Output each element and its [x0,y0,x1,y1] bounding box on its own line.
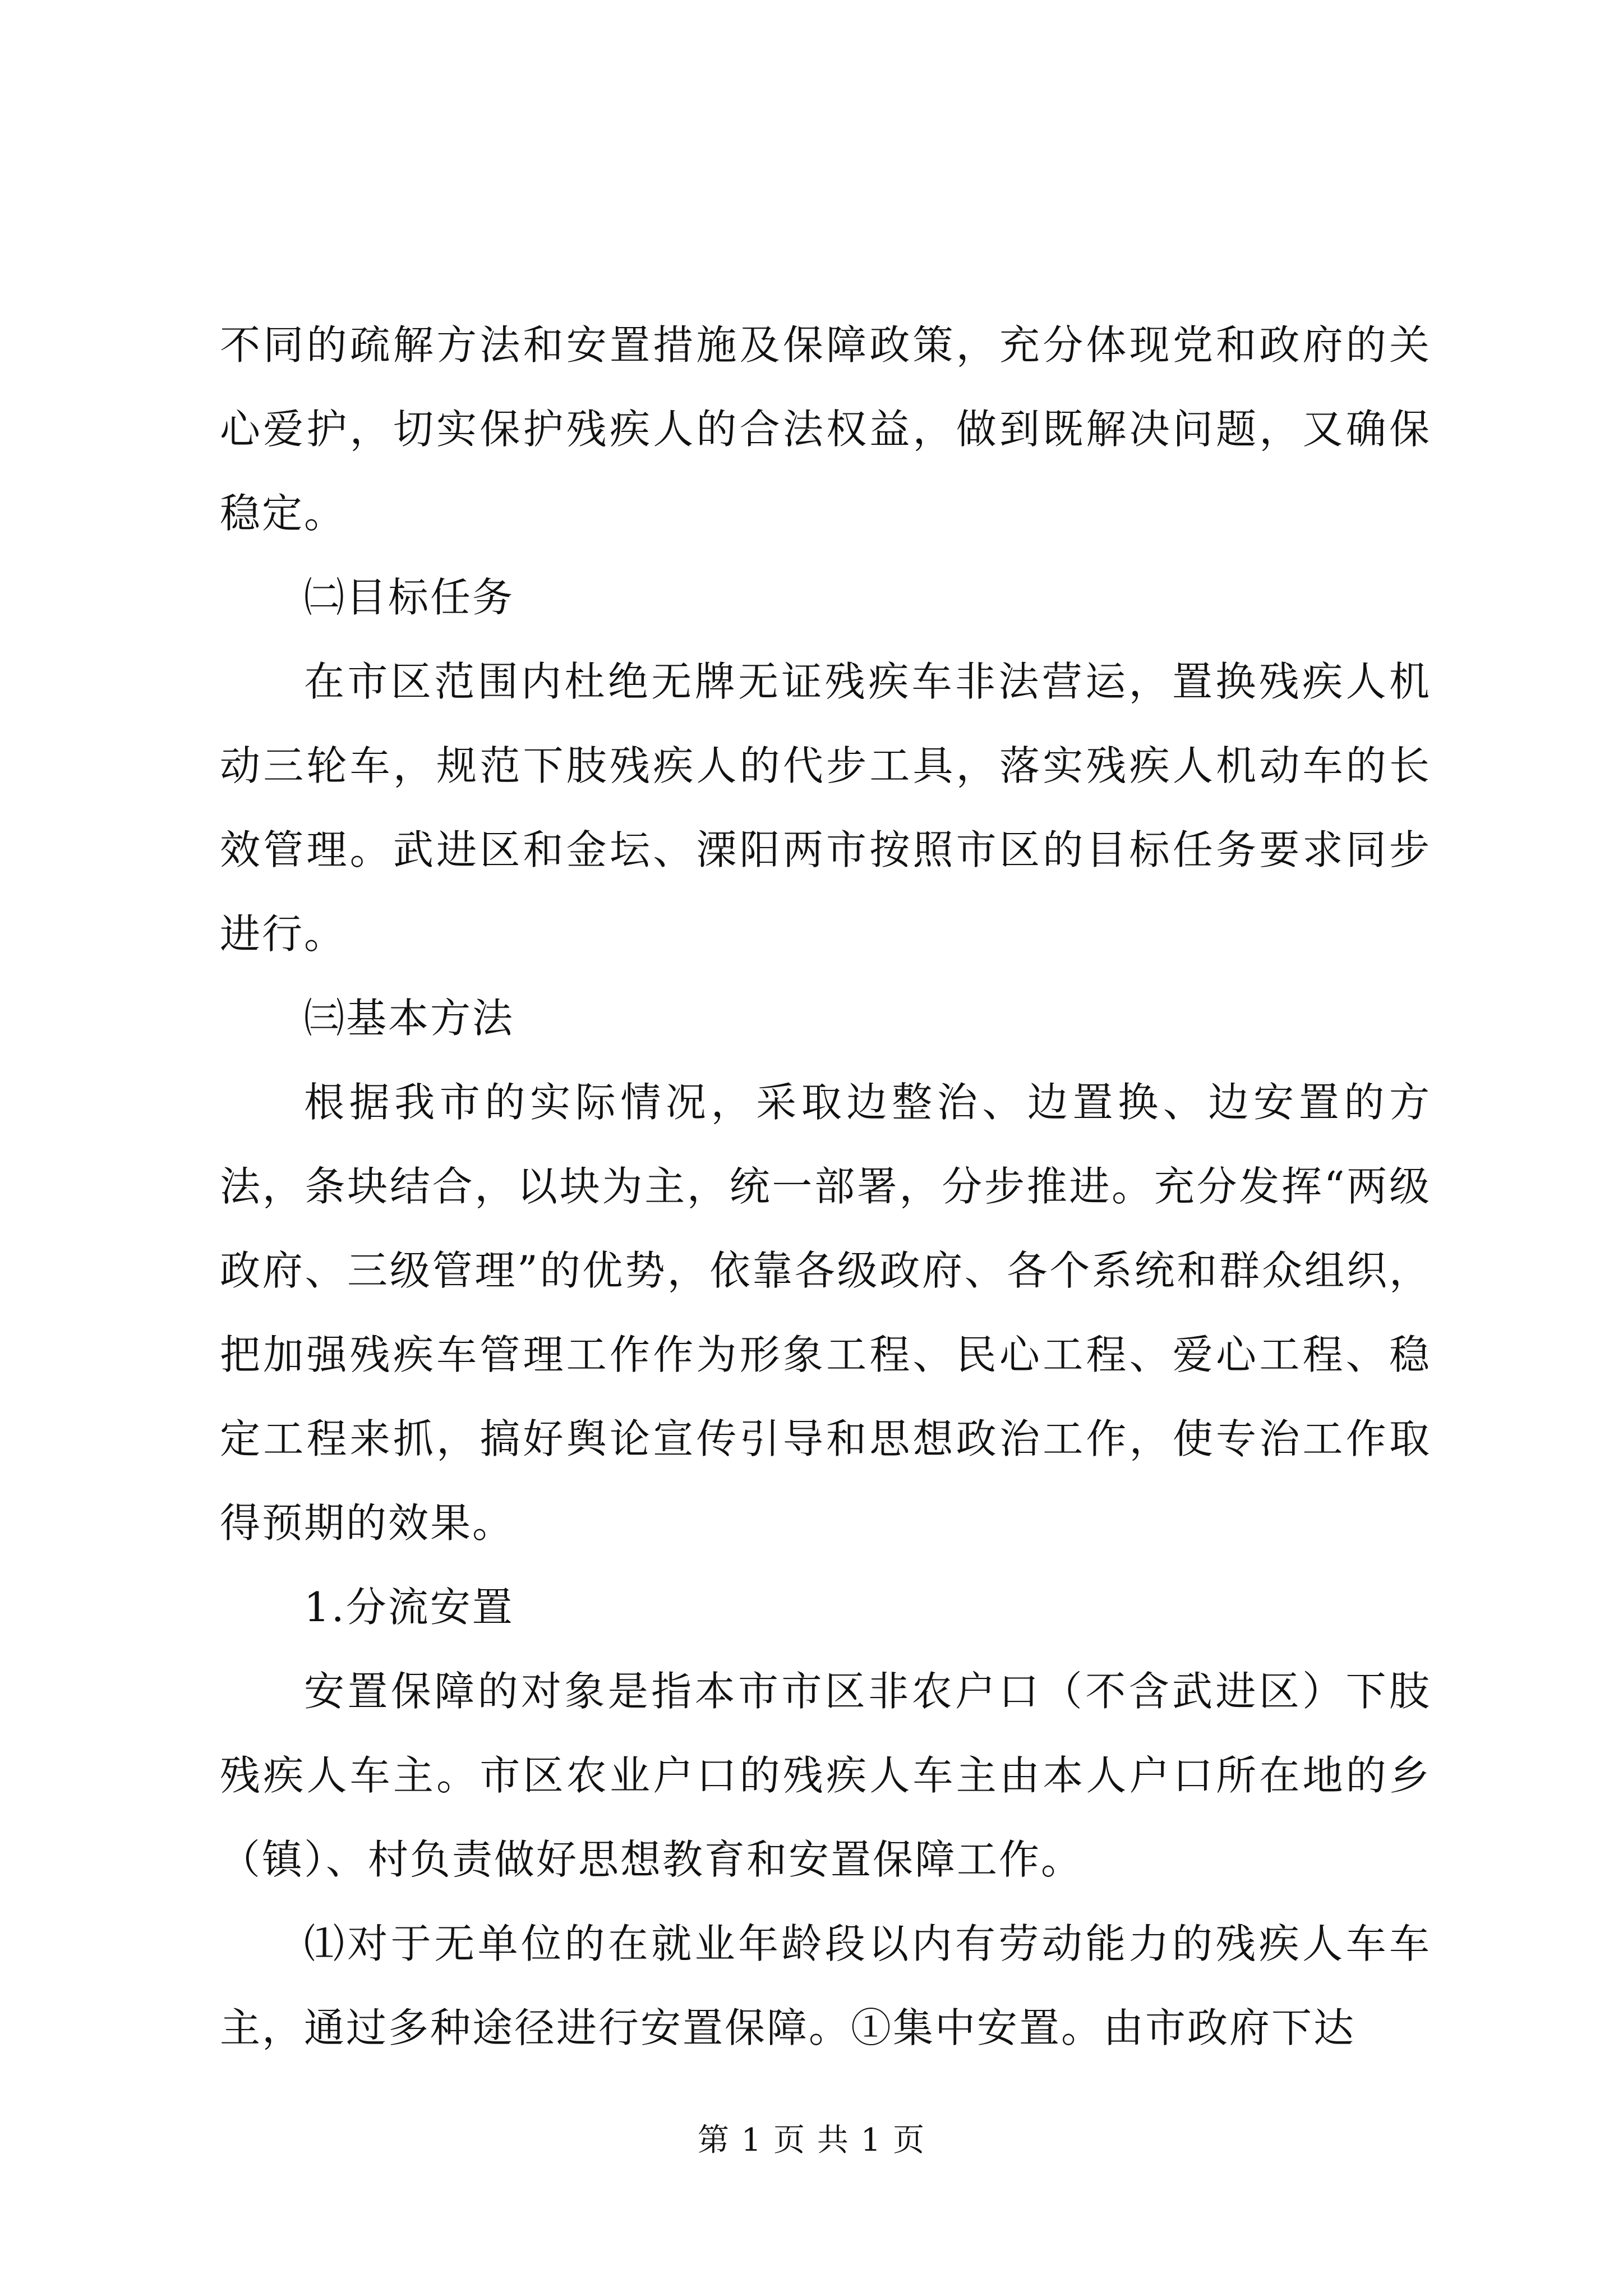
paragraph-placement-item-1: ⑴对于无单位的在就业年龄段以内有劳动能力的残疾人车车主，通过多种途径进行安置保障。①集中安置。由市政府下达 [220,1920,1431,2051]
paragraph-continuation: 不同的疏解方法和安置措施及保障政策，充分体现党和政府的关心爱护，切实保护残疾人的合法权益，做到既解决问题，又确保稳定。 [220,321,1431,537]
page-footer: 第 1 页 共 1 页 [697,2122,926,2159]
paragraph-goals: 在市区范围内杜绝无牌无证残疾车非法营运，置换残疾人机动三轮车，规范下肢残疾人的代步工具，落实残疾人机动车的长效管理。武进区和金坛、溧阳两市按照市区的目标任务要求同步进行。 [220,658,1431,958]
subsection-heading-placement: 1.分流安置 [304,1584,514,1631]
document-body [220,303,1431,2070]
section-heading-methods: ㈢基本方法 [304,995,515,1042]
paragraph-methods: 根据我市的实际情况，采取边整治、边置换、边安置的方法，条块结合，以块为主，统一部署，分步推进。充分发挥“两级政府、三级管理”的优势，依靠各级政府、各个系统和群众组织，把加强残疾车管理工作作为形象工程、民心工程、爱心工程、稳定工程来抓，搞好舆论宣传引导和思想政治工作，使专治工作取得预期的效果。 [220,1079,1431,1547]
section-heading-goals: ㈡目标任务 [304,574,515,621]
paragraph-placement-scope: 安置保障的对象是指本市市区非农户口（不含武进区）下肢残疾人车主。市区农业户口的残疾人车主由本人户口所在地的乡（镇）、村负责做好思想教育和安置保障工作。 [220,1668,1431,1883]
